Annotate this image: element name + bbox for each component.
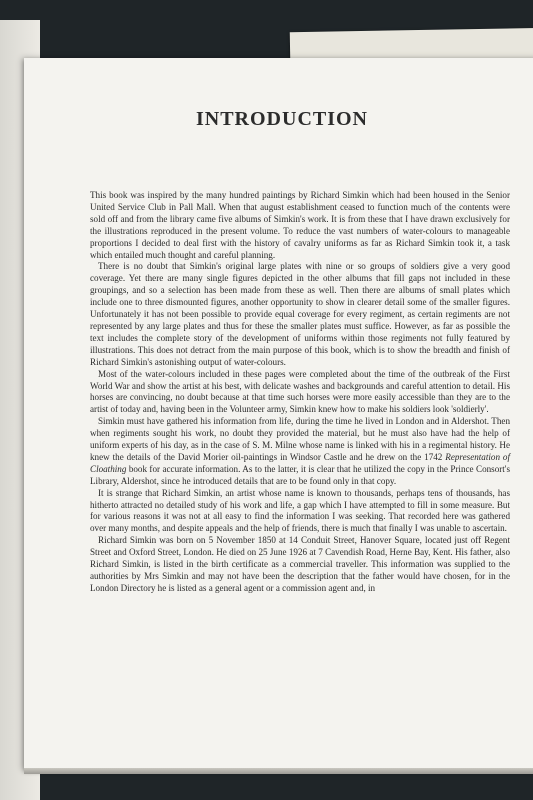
paragraph-5: It is strange that Richard Simkin, an artist whose name is known to thousands, perhaps tens of thousands, has hitherto attracted no detailed study of his work and life, a gap which I have attempted to fill in some measure. But for various reasons it was not at all easy to find the information I was seeking. That recorded here was gathered over many months, and despite appeals and the help of friends, there is much that finally I was unable to ascertain. — [90, 487, 510, 534]
paragraph-1: This book was inspired by the many hundred paintings by Richard Simkin which had been housed in the Senior United Service Club in Pall Mall. When that august establishment ceased to function much of the contents were sold off and from the library came five albums of Simkin's work. It is from these that I have drawn exclusively for the illustrations reproduced in the present volume. To reduce the vast numbers of water-colours to manageable proportions I decided to deal first with the history of cavalry uniforms as far as Richard Simkin took it, a task which entailed much thought and careful planning. — [90, 190, 510, 260]
paragraph-6: Richard Simkin was born on 5 November 1850 at 14 Conduit Street, Hanover Square, located just off Regent Street and Oxford Street, London. He died on 25 June 1926 at 7 Cavendish Road, Herne Bay, Kent. His father, also Richard Simkin, is listed in the birth certificate as a commercial traveller. This information was supplied to the authorities by Mrs Simkin and may not have been the description that the father would have chosen, for in the London Directory he is listed as a general agent or a commission agent and, in — [90, 535, 510, 593]
page-title: INTRODUCTION — [195, 108, 369, 130]
paragraph-3: Most of the water-colours included in these pages were completed about the time of the outbreak of the First World War and show the artist at his best, with delicate washes and backgrounds and careful attention to detail. His horses are convincing, no doubt because at that time such horses were more easily accessible than they are to the artist of today and, having been in the Volunteer army, Simkin knew how to make his soldiers look 'soldierly'. — [90, 368, 510, 415]
paragraph-4 — [90, 416, 510, 487]
paragraph-4-end: book for accurate information. As to the latter, it is clear that he utilized the copy in the Prince Consort's Library, Aldershot, since he introduced details that are to be found only in that copy. — [90, 463, 510, 486]
paragraph-4-start: Simkin must have gathered his information from life, during the time he lived in London and in Aldershot. Then when regiments sought his work, no doubt they provided the material, but he must also have had the help of uniform experts of his day, as in the case of S. M. Milne whose name is linked with his in a regimental history. He knew the details of the David Morier oil-paintings in Windsor Castle and he drew on the 1742 — [90, 416, 510, 462]
paragraph-2: There is no doubt that Simkin's original large plates with nine or so groups of soldiers give a very good coverage. Yet there are many single figures depicted in the other albums that fill gaps not included in these groupings, and so a selection has been made from these as well. Then there are albums of small plates which include one to three dismounted figures, another opportunity to show in clearer detail some of the smaller figures. Unfortunately it has not been possible to provide equal coverage for every regiment, as certain regiments are not represented by any large plates and thus for these the smaller plates must suffice. However, as far as possible the text includes the complete story of the development of uniforms within those regiments not fully featured by illustrations. This does not detract from the main purpose of this book, which is to show the breadth and finish of Richard Simkin's astonishing output of water-colours. — [90, 261, 510, 367]
book-page — [24, 58, 533, 770]
page-bottom-edge — [24, 768, 533, 774]
introduction-text — [90, 190, 510, 595]
book-title-reference: Representation of Cloathing — [90, 451, 510, 474]
